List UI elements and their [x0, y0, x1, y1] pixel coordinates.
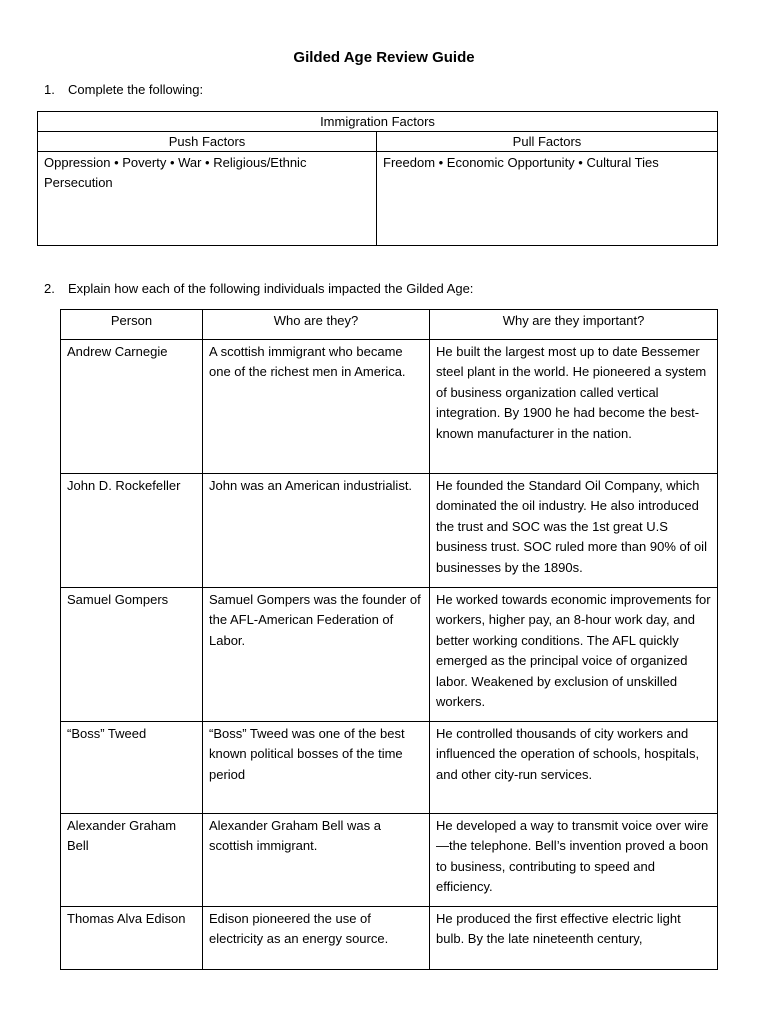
why-cell: He worked towards economic improvements for workers, higher pay, an 8-hour work day, and better working conditions. The AFL quickly emerged as the principal voice of organized labor. Weakened by exclusion of unskilled workers. [430, 588, 718, 722]
why-column-header: Why are they important? [430, 310, 718, 340]
immigration-factors-title: Immigration Factors [38, 112, 718, 132]
page-title: Gilded Age Review Guide [293, 49, 475, 66]
push-factors-cell: Oppression • Poverty • War • Religious/Ethnic Persecution [38, 152, 377, 246]
who-cell: Alexander Graham Bell was a scottish immigrant. [203, 814, 430, 907]
pull-factors-cell: Freedom • Economic Opportunity • Cultural Ties [377, 152, 718, 246]
person-cell: Alexander Graham Bell [61, 814, 203, 907]
question-2-text: Explain how each of the following individuals impacted the Gilded Age: [68, 281, 474, 296]
who-cell: A scottish immigrant who became one of the richest men in America. [203, 340, 430, 474]
why-cell: He developed a way to transmit voice over wire—the telephone. Bell’s invention proved a boon to business, contributing to speed and efficiency. [430, 814, 718, 907]
who-cell: Edison pioneered the use of electricity as an energy source. [203, 907, 430, 970]
why-cell: He founded the Standard Oil Company, which dominated the oil industry. He also introduced the trust and SOC was the 1st great U.S business trust. SOC ruled more than 90% of oil businesses by the 1890s. [430, 474, 718, 588]
immigration-factors-table [37, 111, 718, 246]
who-cell: “Boss” Tweed was one of the best known political bosses of the time period [203, 722, 430, 814]
person-cell: Thomas Alva Edison [61, 907, 203, 970]
who-cell: John was an American industrialist. [203, 474, 430, 588]
person-cell: Andrew Carnegie [61, 340, 203, 474]
table-row [61, 474, 718, 588]
table-row [61, 814, 718, 907]
person-cell: “Boss” Tweed [61, 722, 203, 814]
people-table [60, 309, 718, 970]
person-cell: John D. Rockefeller [61, 474, 203, 588]
who-cell: Samuel Gompers was the founder of the AFL-American Federation of Labor. [203, 588, 430, 722]
why-cell: He produced the first effective electric light bulb. By the late nineteenth century, [430, 907, 718, 970]
person-column-header: Person [61, 310, 203, 340]
push-factors-header: Push Factors [38, 132, 377, 152]
why-cell: He controlled thousands of city workers and influenced the operation of schools, hospitals, and other city-run services. [430, 722, 718, 814]
question-1 [44, 81, 203, 99]
table-row [61, 722, 718, 814]
question-2 [44, 280, 473, 298]
table-row [61, 340, 718, 474]
table-row [61, 907, 718, 970]
people-table-header-row [61, 310, 718, 340]
pull-factors-header: Pull Factors [377, 132, 718, 152]
question-1-text: Complete the following: [68, 82, 204, 97]
person-cell: Samuel Gompers [61, 588, 203, 722]
who-column-header: Who are they? [203, 310, 430, 340]
why-cell: He built the largest most up to date Bessemer steel plant in the world. He pioneered a system of business organization called vertical integration. By 1900 he had become the best- known manufacturer in the nation. [430, 340, 718, 474]
question-1-number: 1. [44, 82, 55, 97]
table-row [61, 588, 718, 722]
question-2-number: 2. [44, 281, 55, 296]
